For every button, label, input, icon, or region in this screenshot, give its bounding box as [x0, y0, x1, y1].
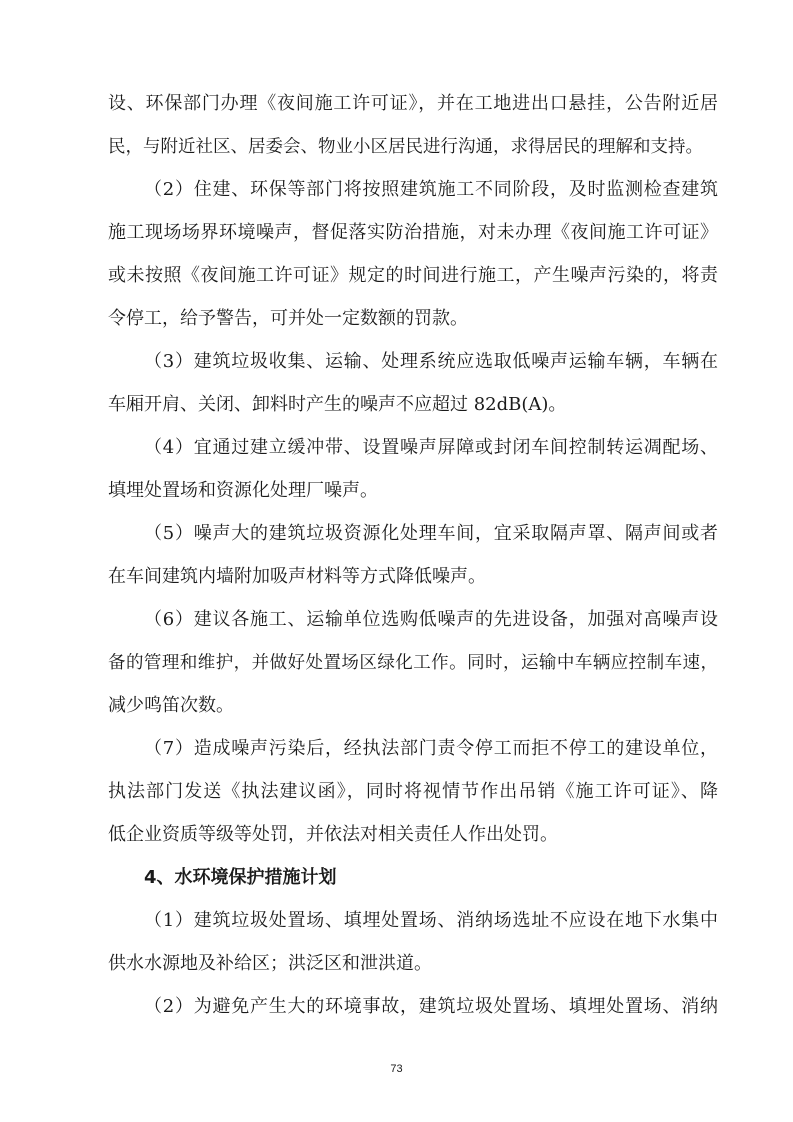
paragraph-line: （5）噪声大的建筑垃圾资源化处理车间，宜采取隔声罩、隔声间或者: [144, 523, 718, 544]
paragraph-line: 填埋处置场和资源化处理厂噪声。: [108, 480, 378, 501]
paragraph-line: 执法部门发送《执法建议函》，同时将视情节作出吊销《施工许可证》、降: [108, 781, 718, 802]
paragraph-line: 备的管理和维护，并做好处置场区绿化工作。同时，运输中车辆应控制车速，: [108, 653, 718, 673]
paragraph-line: （1）建筑垃圾处置场、填埋处置场、消纳场选址不应设在地下水集中: [144, 910, 718, 931]
paragraph-line: 令停工，给予警告，可并处一定数额的罚款。: [108, 308, 468, 329]
paragraph-line: 供水水源地及补给区；洪泛区和泄洪道。: [108, 953, 432, 974]
section-heading: 4、水环境保护措施计划: [144, 867, 337, 888]
page-number: 73: [390, 1063, 403, 1075]
paragraph-line: 减少鸣笛次数。: [108, 695, 234, 716]
paragraph-line: 设、环保部门办理《夜间施工许可证》，并在工地进出口悬挂，公告附近居: [108, 93, 718, 114]
paragraph-line: （7）造成噪声污染后，经执法部门责令停工而拒不停工的建设单位，: [144, 738, 718, 759]
paragraph-line: 在车间建筑内墙附加吸声材料等方式降低噪声。: [108, 566, 486, 587]
paragraph-line: （4）宜通过建立缓冲带、设置噪声屏障或封闭车间控制转运凋配场、: [144, 437, 718, 458]
paragraph-line: 车厢开肩、关闭、卸料时产生的噪声不应超过 82dB(A)。: [108, 394, 567, 415]
paragraph-line: （2）住建、环保等部门将按照建筑施工不同阶段，及时监测检查建筑: [144, 179, 718, 200]
paragraph-line: 施工现场场界环境噪声，督促落实防治措施，对未办理《夜间施工许可证》: [108, 222, 718, 243]
paragraph-line: 或未按照《夜间施工许可证》规定的时间进行施工，产生噪声污染的，将责: [108, 265, 718, 286]
paragraph-line: （2）为避免产生大的环境事故，建筑垃圾处置场、填埋处置场、消纳: [144, 996, 718, 1017]
paragraph-line: 民，与附近社区、居委会、物业小区居民进行沟通，求得居民的理解和支持。: [108, 137, 703, 157]
paragraph-line: 低企业资质等级等处罚，并依法对相关责任人作出处罚。: [108, 824, 558, 845]
paragraph-line: （3）建筑垃圾收集、运输、处理系统应选取低噪声运输车辆，车辆在: [144, 351, 718, 372]
paragraph-line: （6）建议各施工、运输单位选购低噪声的先进设备，加强对高噪声设: [144, 609, 718, 630]
